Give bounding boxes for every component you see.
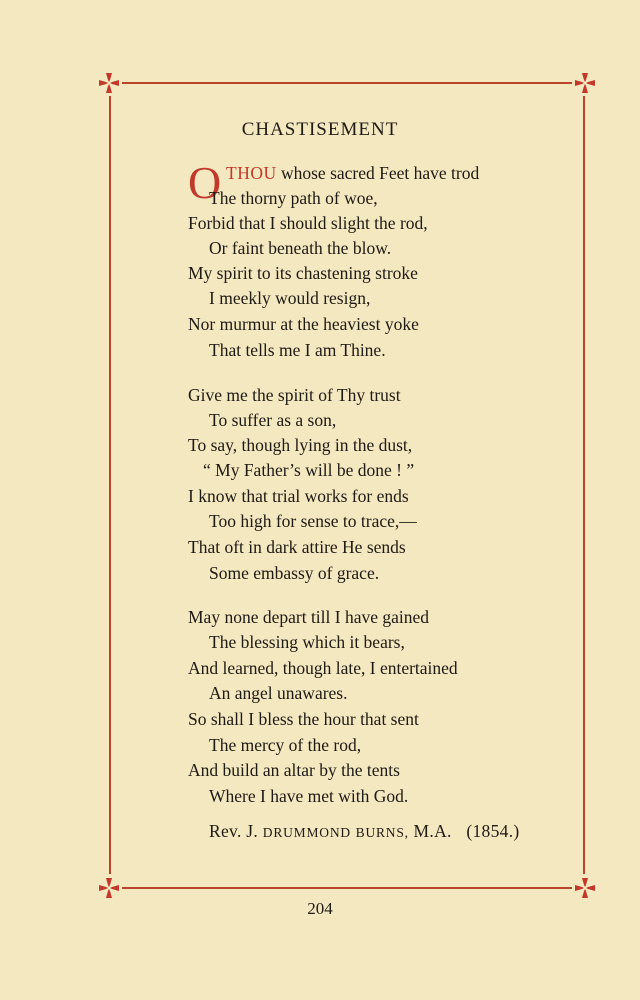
corner-cross-icon: [97, 876, 121, 900]
author-attribution: [209, 821, 520, 842]
first-line-rest: whose sacred Feet have trod: [280, 163, 480, 183]
poem-line: Give me the spirit of Thy trust: [188, 385, 401, 405]
poem-line: To suffer as a son,: [209, 410, 337, 430]
poem-line: Nor murmur at the heaviest yoke: [188, 314, 419, 334]
first-word: THOU: [226, 163, 277, 183]
poem-line: I know that trial works for ends: [188, 486, 409, 506]
corner-cross-icon: [573, 71, 597, 95]
author-last-name: BURNS,: [355, 825, 409, 840]
poem-line: The thorny path of woe,: [209, 188, 378, 208]
author-year: (1854.): [466, 821, 520, 841]
poem-line: Or faint beneath the blow.: [209, 238, 392, 258]
border-bottom: [122, 887, 572, 889]
poem-line: Some embassy of grace.: [209, 563, 380, 583]
author-first-name: DRUMMOND: [262, 825, 351, 840]
author-suffix: M.A.: [413, 821, 452, 841]
author-prefix: Rev. J.: [209, 821, 259, 841]
poem-first-line: [226, 161, 479, 185]
poem-line: Forbid that I should slight the rod,: [188, 213, 428, 233]
poem-line: To say, though lying in the dust,: [188, 435, 413, 455]
poem-title: CHASTISEMENT: [241, 119, 399, 140]
poem-line: The mercy of the rod,: [209, 735, 362, 755]
corner-cross-icon: [573, 876, 597, 900]
poem-line: Where I have met with God.: [209, 786, 409, 806]
border-right: [583, 96, 585, 874]
drop-cap: O: [188, 157, 222, 208]
border-left: [109, 96, 111, 874]
poem-line: So shall I bless the hour that sent: [188, 709, 419, 729]
poem-line: That oft in dark attire He sends: [188, 537, 406, 557]
poem-line: I meekly would resign,: [209, 288, 371, 308]
page-number: 204: [307, 899, 333, 918]
poem-line: Too high for sense to trace,—: [209, 511, 417, 531]
corner-cross-icon: [97, 71, 121, 95]
poem-line: My spirit to its chastening stroke: [188, 263, 418, 283]
poem-line: And build an altar by the tents: [188, 760, 400, 780]
poem-line: An angel unawares.: [209, 683, 348, 703]
poem-line: That tells me I am Thine.: [209, 340, 386, 360]
poem-line: The blessing which it bears,: [209, 632, 405, 652]
poem-line: May none depart till I have gained: [188, 607, 430, 627]
border-top: [122, 82, 572, 84]
poem-line: “ My Father’s will be done ! ”: [203, 460, 415, 480]
poem-line: And learned, though late, I entertained: [188, 658, 458, 678]
